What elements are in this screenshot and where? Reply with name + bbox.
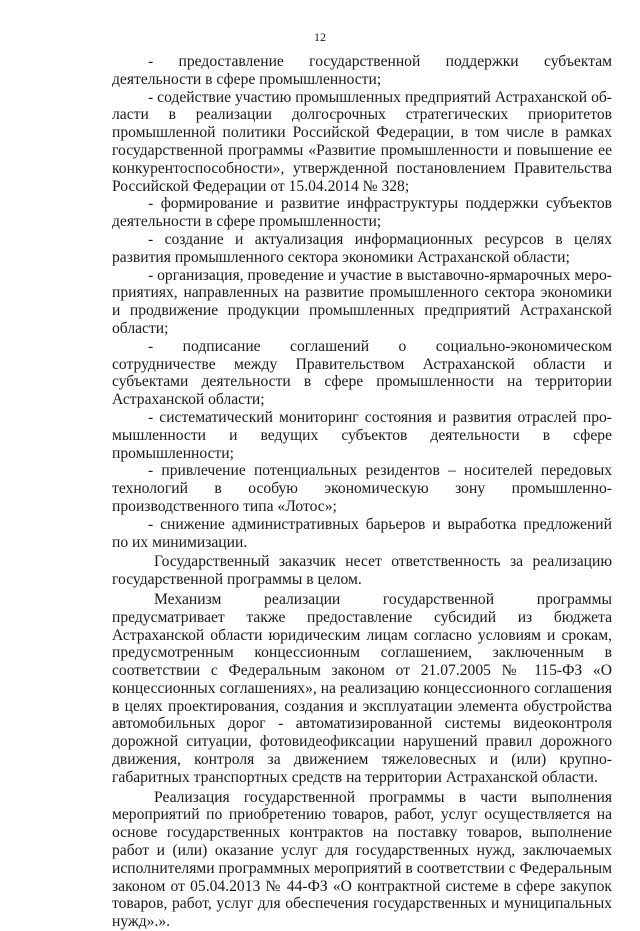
list-item: - создание и актуализация информационных ресурсов в целях развития промышленного сектора экономики Астраханской области; <box>112 230 612 266</box>
list-item: - содействие участию промышленных предприятий Астраханской области в реализации долгосрочных стратегических приоритетов промышленной политики Российской Федерации, в том числе в рамках государственной программы «Развитие промышленности и повышение ее конкурентоспособности», утвержденной постановлением Правительства Российской Федерации от 15.04.2014 № 328; <box>112 88 612 195</box>
paragraph-mechanism: Механизм реализации государственной программы предусматривает также предоставление субсидий из бюджета Астраханской области юридическим лицам согласно условиям и срокам, предусмотренным концессионным соглашением, заключенным в соответствии с Федеральным законом от 21.07.2005 № 115-ФЗ «О концессионных соглашениях», на реализацию концессионного соглашения в целях проектирования, создания и эксплуатации элемента обустройства автомобильных дорог - автоматизированной системы видеоконтроля дорожной ситуации, фотовидеофиксации нарушений правил дорожного движения, контроля за движением тяжеловесных и (или) крупногабаритных транспортных средств на территории Астраханской области. <box>112 590 612 786</box>
list-item: - привлечение потенциальных резидентов – носителей передовых технологий в особую экономическую зону промышленно-производственного типа «Лотос»; <box>112 462 612 515</box>
paragraph-responsibility: Государственный заказчик несет ответственность за реализацию государственной программы в целом. <box>112 553 612 589</box>
list-item: - формирование и развитие инфраструктуры поддержки субъектов деятельности в сфере промышленности; <box>112 195 612 231</box>
list-item: - снижение административных барьеров и выработка предложений по их минимизации. <box>112 515 612 551</box>
document-body <box>112 53 612 931</box>
list-item: - подписание соглашений о социально-экономическом сотрудничестве между Правительством Астраханской области и субъектами деятельности в сфере промышленности на территории Астраханской области; <box>112 337 612 409</box>
list-item: - организация, проведение и участие в выставочно-ярмарочных мероприятиях, направленных на развитие промышленного сектора экономики и продвижение продукции промышленных предприятий Астраханской области; <box>112 266 612 337</box>
paragraph-procurement: Реализация государственной программы в части выполнения мероприятий по приобретению товаров, работ, услуг осуществляется на основе государственных контрактов на поставку товаров, выполнение работ и (или) оказание услуг для государственных нужд, заключаемых исполнителями программных мероприятий в соответствии с Федеральным законом от 05.04.2013 № 44-ФЗ «О контрактной системе в сфере закупок товаров, работ, услуг для обеспечения государственных и муниципальных нужд».». <box>112 788 612 931</box>
page-number: 12 <box>314 30 326 44</box>
list-item: - предоставление государственной поддержки субъектам деятельности в сфере промышленности; <box>112 53 612 88</box>
list-item: - систематический мониторинг состояния и развития отраслей промышленности и ведущих субъектов деятельности в сфере промышленности; <box>112 408 612 462</box>
